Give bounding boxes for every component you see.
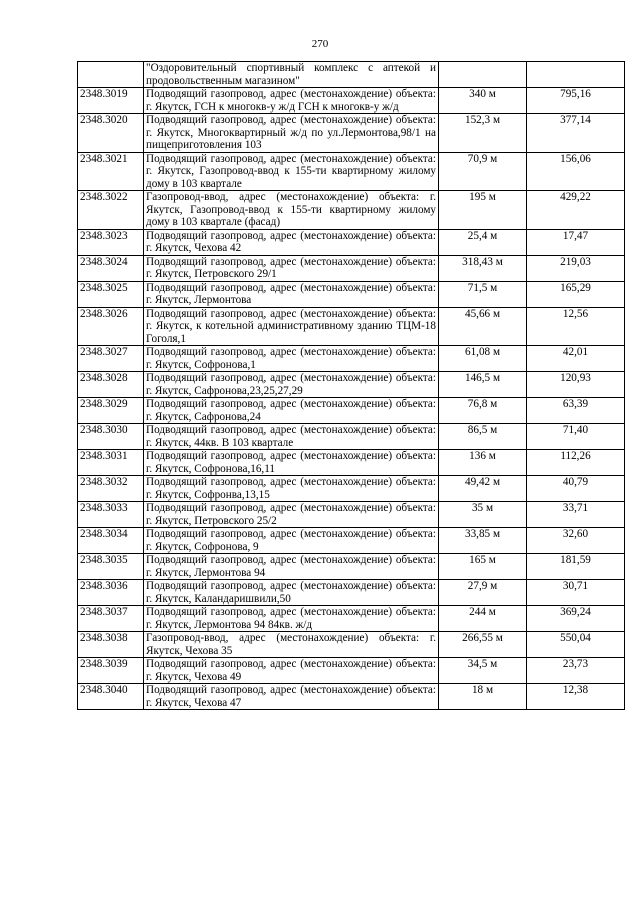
row-number-cell: 2348.3019 xyxy=(78,88,144,114)
table-row xyxy=(78,684,625,710)
continuation-description: "Оздоровительный спортивный комплекс с аптекой и продовольственным магазином" xyxy=(144,62,439,88)
row-length-cell: 70,9 м xyxy=(439,152,527,191)
table-row xyxy=(78,191,625,230)
table-row xyxy=(78,606,625,632)
row-value-cell: 23,73 xyxy=(527,658,625,684)
row-length-cell: 340 м xyxy=(439,88,527,114)
row-value-cell: 156,06 xyxy=(527,152,625,191)
row-length-cell: 34,5 м xyxy=(439,658,527,684)
row-number-cell: 2348.3028 xyxy=(78,372,144,398)
row-length-cell: 61,08 м xyxy=(439,346,527,372)
table-row xyxy=(78,346,625,372)
table-row xyxy=(78,255,625,281)
table-row xyxy=(78,450,625,476)
row-description-cell: Подводящий газопровод, адрес (местонахождение) объекта: г. Якутск, Газопровод-ввод к 155-ти квартирному жилому дому в 103 квартале xyxy=(144,152,439,191)
row-value-cell: 42,01 xyxy=(527,346,625,372)
row-description-cell: Подводящий газопровод, адрес (местонахождение) объекта: г. Якутск, Чехова 47 xyxy=(144,684,439,710)
row-number-cell: 2348.3040 xyxy=(78,684,144,710)
row-description-cell: Подводящий газопровод, адрес (местонахождение) объекта: г. Якутск, Петровского 25/2 xyxy=(144,502,439,528)
row-length-cell: 45,66 м xyxy=(439,307,527,346)
row-description-cell: Подводящий газопровод, адрес (местонахождение) объекта: г. Якутск, Лермонтова 94 84кв. ж/д xyxy=(144,606,439,632)
row-length-cell: 33,85 м xyxy=(439,528,527,554)
row-number-cell: 2348.3021 xyxy=(78,152,144,191)
row-description-cell: Подводящий газопровод, адрес (местонахождение) объекта: г. Якутск, Лермонтова xyxy=(144,281,439,307)
row-description-cell: Подводящий газопровод, адрес (местонахождение) объекта: г. Якутск, Петровского 29/1 xyxy=(144,255,439,281)
row-number-cell: 2348.3033 xyxy=(78,502,144,528)
registry-table xyxy=(77,61,625,710)
row-number-cell: 2348.3022 xyxy=(78,191,144,230)
row-number-cell: 2348.3036 xyxy=(78,580,144,606)
row-number-cell: 2348.3034 xyxy=(78,528,144,554)
row-description-cell: Подводящий газопровод, адрес (местонахождение) объекта: г. Якутск, Чехова 42 xyxy=(144,229,439,255)
row-description-cell: Подводящий газопровод, адрес (местонахождение) объекта: г. Якутск, Софронова,16,11 xyxy=(144,450,439,476)
row-value-cell: 120,93 xyxy=(527,372,625,398)
row-value-cell: 63,39 xyxy=(527,398,625,424)
table-row xyxy=(78,398,625,424)
row-description-cell: Подводящий газопровод, адрес (местонахождение) объекта: г. Якутск, к котельной административному зданию ТЦМ-18 Гоголя,1 xyxy=(144,307,439,346)
row-value-cell: 181,59 xyxy=(527,554,625,580)
row-value-cell: 32,60 xyxy=(527,528,625,554)
row-length-cell: 136 м xyxy=(439,450,527,476)
table-row xyxy=(78,528,625,554)
row-number-cell: 2348.3026 xyxy=(78,307,144,346)
row-length-cell: 25,4 м xyxy=(439,229,527,255)
row-length-cell: 146,5 м xyxy=(439,372,527,398)
continuation-num-cell xyxy=(78,62,144,88)
table-row xyxy=(78,502,625,528)
row-number-cell: 2348.3020 xyxy=(78,114,144,153)
table-row xyxy=(78,114,625,153)
row-length-cell: 18 м xyxy=(439,684,527,710)
row-description-cell: Подводящий газопровод, адрес (местонахождение) объекта: г. Якутск, 44кв. В 103 квартале xyxy=(144,424,439,450)
row-length-cell: 152,3 м xyxy=(439,114,527,153)
row-length-cell: 266,55 м xyxy=(439,632,527,658)
row-number-cell: 2348.3027 xyxy=(78,346,144,372)
table-row xyxy=(78,580,625,606)
row-number-cell: 2348.3029 xyxy=(78,398,144,424)
continuation-length-cell xyxy=(439,62,527,88)
registry-body xyxy=(78,62,625,710)
page-number: 270 xyxy=(311,38,329,50)
table-row xyxy=(78,229,625,255)
row-value-cell: 12,38 xyxy=(527,684,625,710)
row-number-cell: 2348.3037 xyxy=(78,606,144,632)
row-length-cell: 35 м xyxy=(439,502,527,528)
row-value-cell: 30,71 xyxy=(527,580,625,606)
continuation-value-cell xyxy=(527,62,625,88)
row-length-cell: 71,5 м xyxy=(439,281,527,307)
row-description-cell: Подводящий газопровод, адрес (местонахождение) объекта: г. Якутск, Сафронова,24 xyxy=(144,398,439,424)
table-row xyxy=(78,632,625,658)
row-description-cell: Подводящий газопровод, адрес (местонахождение) объекта: г. Якутск, Лермонтова 94 xyxy=(144,554,439,580)
row-value-cell: 112,26 xyxy=(527,450,625,476)
row-value-cell: 369,24 xyxy=(527,606,625,632)
row-length-cell: 318,43 м xyxy=(439,255,527,281)
table-row xyxy=(78,424,625,450)
table-row xyxy=(78,281,625,307)
row-number-cell: 2348.3024 xyxy=(78,255,144,281)
row-description-cell: Газопровод-ввод, адрес (местонахождение) объекта: г. Якутск, Газопровод-ввод к 155-ти квартирному жилому дому в 103 квартале (фасад) xyxy=(144,191,439,230)
table-row xyxy=(78,372,625,398)
row-value-cell: 550,04 xyxy=(527,632,625,658)
row-value-cell: 795,16 xyxy=(527,88,625,114)
row-length-cell: 49,42 м xyxy=(439,476,527,502)
table-row xyxy=(78,152,625,191)
table-row xyxy=(78,658,625,684)
row-length-cell: 195 м xyxy=(439,191,527,230)
row-number-cell: 2348.3035 xyxy=(78,554,144,580)
row-value-cell: 429,22 xyxy=(527,191,625,230)
row-value-cell: 71,40 xyxy=(527,424,625,450)
row-number-cell: 2348.3038 xyxy=(78,632,144,658)
table-row xyxy=(78,88,625,114)
row-number-cell: 2348.3030 xyxy=(78,424,144,450)
row-value-cell: 33,71 xyxy=(527,502,625,528)
row-description-cell: Подводящий газопровод, адрес (местонахождение) объекта: г. Якутск, Каландаришвили,50 xyxy=(144,580,439,606)
row-value-cell: 219,03 xyxy=(527,255,625,281)
row-value-cell: 12,56 xyxy=(527,307,625,346)
row-number-cell: 2348.3023 xyxy=(78,229,144,255)
row-description-cell: Подводящий газопровод, адрес (местонахождение) объекта: г. Якутск, Софронова, 9 xyxy=(144,528,439,554)
row-length-cell: 27,9 м xyxy=(439,580,527,606)
row-value-cell: 40,79 xyxy=(527,476,625,502)
row-number-cell: 2348.3025 xyxy=(78,281,144,307)
row-description-cell: Подводящий газопровод, адрес (местонахождение) объекта: г. Якутск, Чехова 49 xyxy=(144,658,439,684)
row-value-cell: 377,14 xyxy=(527,114,625,153)
row-description-cell: Подводящий газопровод, адрес (местонахождение) объекта: г. Якутск, ГСН к многокв-у ж/д ГСН к многокв-у ж/д xyxy=(144,88,439,114)
row-value-cell: 17,47 xyxy=(527,229,625,255)
row-length-cell: 76,8 м xyxy=(439,398,527,424)
continuation-row xyxy=(78,62,625,88)
row-length-cell: 86,5 м xyxy=(439,424,527,450)
row-description-cell: Подводящий газопровод, адрес (местонахождение) объекта: г. Якутск, Софронова,1 xyxy=(144,346,439,372)
row-description-cell: Газопровод-ввод, адрес (местонахождение) объекта: г. Якутск, Чехова 35 xyxy=(144,632,439,658)
row-length-cell: 165 м xyxy=(439,554,527,580)
row-description-cell: Подводящий газопровод, адрес (местонахождение) объекта: г. Якутск, Сафронова,23,25,27,29 xyxy=(144,372,439,398)
row-value-cell: 165,29 xyxy=(527,281,625,307)
row-number-cell: 2348.3031 xyxy=(78,450,144,476)
row-description-cell: Подводящий газопровод, адрес (местонахождение) объекта: г. Якутск, Софронва,13,15 xyxy=(144,476,439,502)
table-row xyxy=(78,307,625,346)
table-row xyxy=(78,476,625,502)
row-length-cell: 244 м xyxy=(439,606,527,632)
table-row xyxy=(78,554,625,580)
row-number-cell: 2348.3039 xyxy=(78,658,144,684)
row-number-cell: 2348.3032 xyxy=(78,476,144,502)
row-description-cell: Подводящий газопровод, адрес (местонахождение) объекта: г. Якутск, Многоквартирный ж/д по ул.Лермонтова,98/1 на пищеприготовления 103 xyxy=(144,114,439,153)
